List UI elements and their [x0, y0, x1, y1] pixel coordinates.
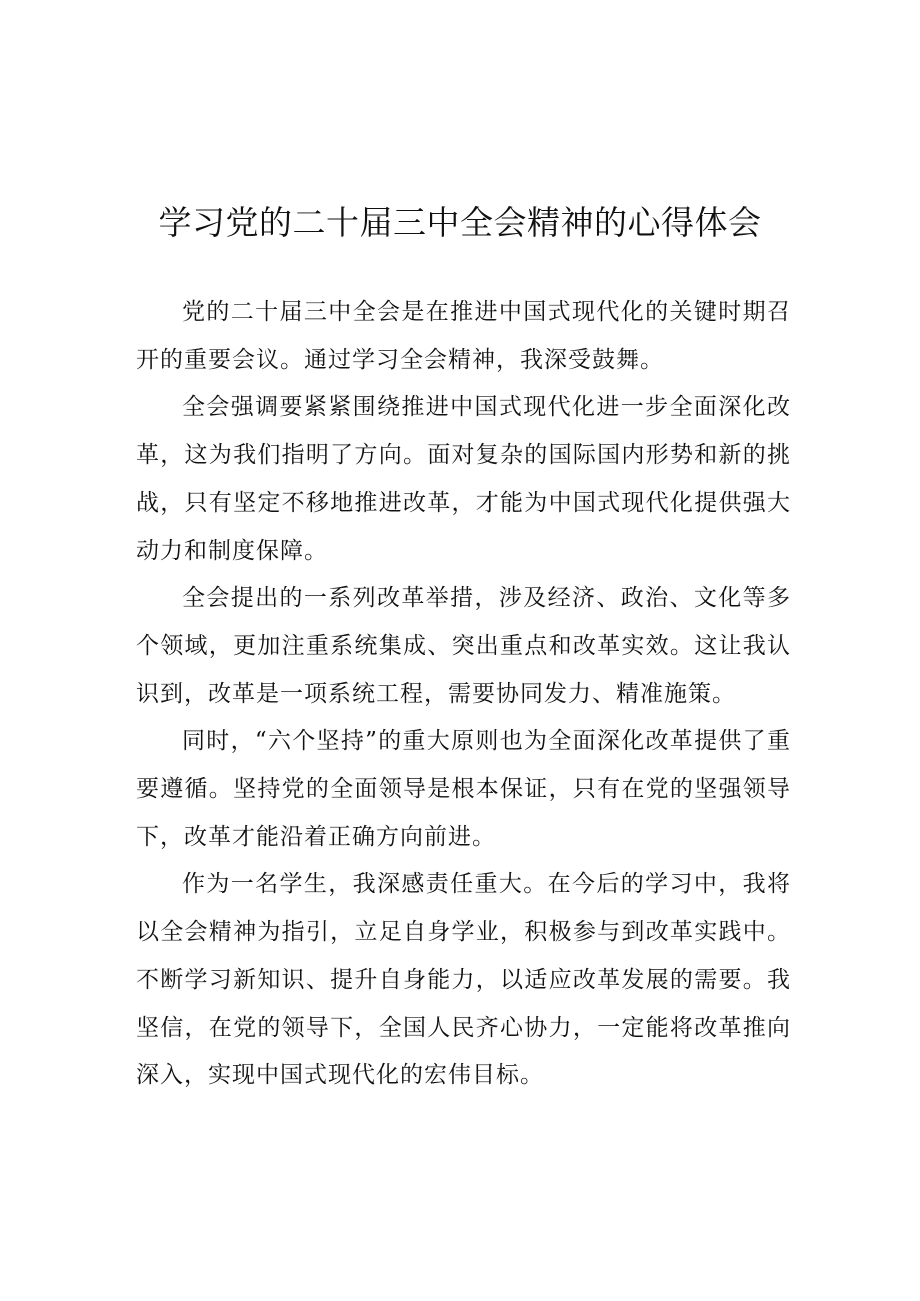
document-title: 学习党的二十届三中全会精神的心得体会 — [158, 203, 762, 242]
paragraph-4: 同时，“六个坚持”的重大原则也为全面深化改革提供了重要遵循。坚持党的全面领导是根本保证，只有在党的坚强领导下，改革才能沿着正确方向前进。 — [136, 728, 791, 850]
document-body — [136, 289, 791, 1100]
paragraph-1: 党的二十届三中全会是在推进中国式现代化的关键时期召开的重要会议。通过学习全会精神，我深受鼓舞。 — [136, 299, 791, 373]
paragraph-3: 全会提出的一系列改革举措，涉及经济、政治、文化等多个领域，更加注重系统集成、突出重点和改革实效。这让我认识到，改革是一项系统工程，需要协同发力、精准施策。 — [136, 585, 791, 707]
paragraph-5: 作为一名学生，我深感责任重大。在今后的学习中，我将以全会精神为指引，立足自身学业，积极参与到改革实践中。不断学习新知识、提升自身能力，以适应改革发展的需要。我坚信，在党的领导下，全国人民齐心协力，一定能将改革推向深入，实现中国式现代化的宏伟目标。 — [136, 871, 791, 1089]
paragraph-2: 全会强调要紧紧围绕推进中国式现代化进一步全面深化改革，这为我们指明了方向。面对复杂的国际国内形势和新的挑战，只有坚定不移地推进改革，才能为中国式现代化提供强大动力和制度保障。 — [136, 394, 791, 564]
